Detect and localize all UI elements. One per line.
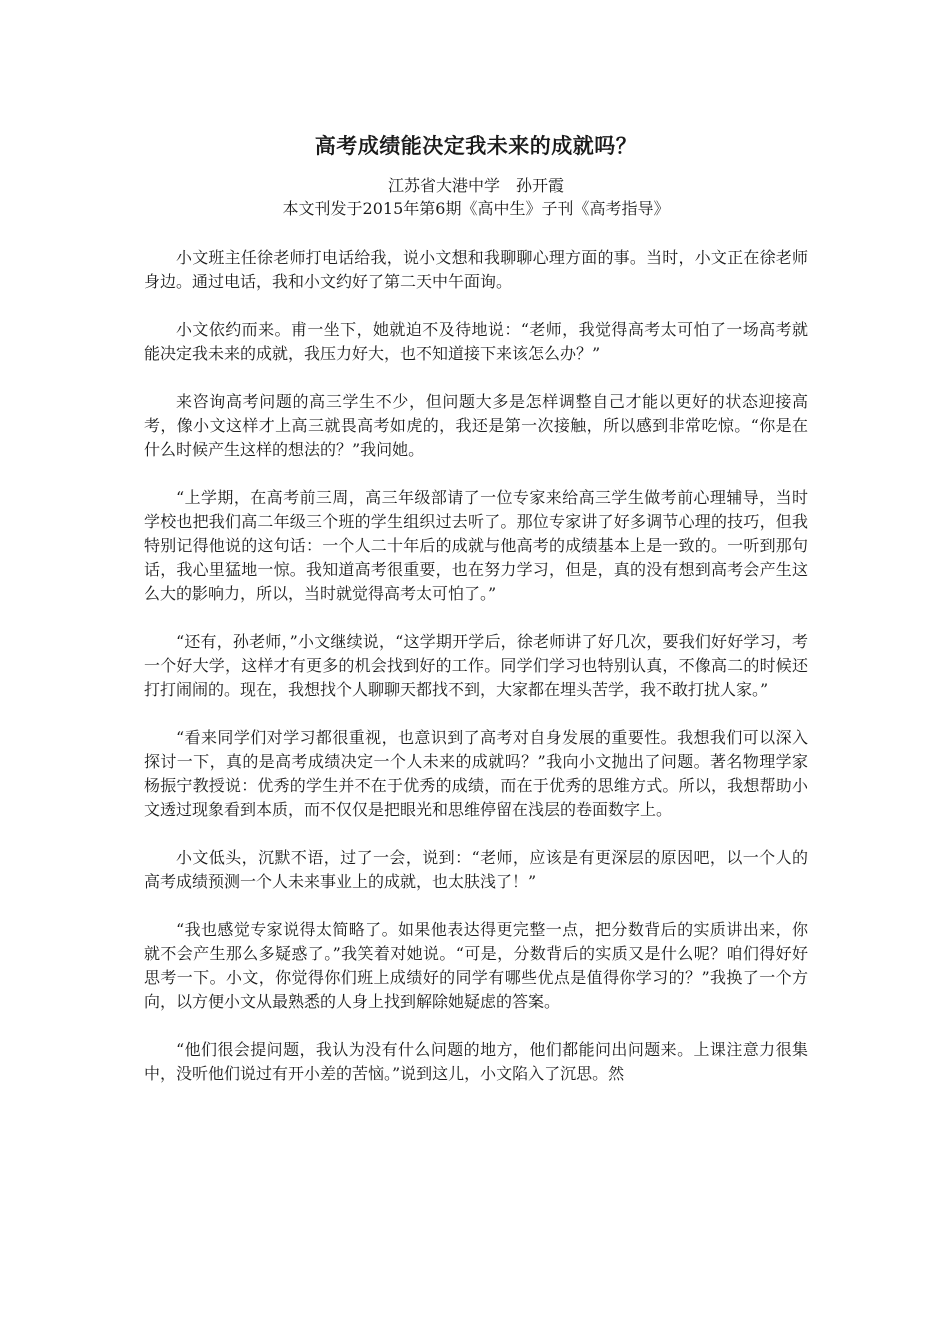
paragraph: “看来同学们对学习都很重视，也意识到了高考对自身发展的重要性。我想我们可以深入探讨一下，真的是高考成绩决定一个人未来的成就吗？”我向小文抛出了问题。著名物理学家杨振宁教授说：优秀的学生并不在于优秀的成绩，而在于优秀的思维方式。所以，我想帮助小文透过现象看到本质，而不仅仅是把眼光和思维停留在浅层的卷面数字上。 [144, 728, 808, 819]
paragraph: 来咨询高考问题的高三学生不少，但问题大多是怎样调整自己才能以更好的状态迎接高考，像小文这样才上高三就畏高考如虎的，我还是第一次接触，所以感到非常吃惊。“你是在什么时候产生这样的想法的？”我问她。 [144, 392, 808, 459]
paragraph: “我也感觉专家说得太简略了。如果他表达得更完整一点，把分数背后的实质讲出来，你就不会产生那么多疑惑了。”我笑着对她说。“可是，分数背后的实质又是什么呢？咱们得好好思考一下。小文，你觉得你们班上成绩好的同学有哪些优点是值得你学习的？”我换了一个方向，以方便小文从最熟悉的人身上找到解除她疑虑的答案。 [144, 920, 808, 1011]
paragraph: 小文班主任徐老师打电话给我，说小文想和我聊聊心理方面的事。当时，小文正在徐老师身边。通过电话，我和小文约好了第二天中午面询。 [144, 248, 808, 291]
paragraph: “还有，孙老师，”小文继续说，“这学期开学后，徐老师讲了好几次，要我们好好学习，考一个好大学，这样才有更多的机会找到好的工作。同学们学习也特别认真，不像高二的时候还打打闹闹的。现在，我想找个人聊聊天都找不到，大家都在埋头苦学，我不敢打扰人家。” [144, 632, 808, 699]
paragraph: “他们很会提问题，我认为没有什么问题的地方，他们都能问出问题来。上课注意力很集中，没听他们说过有开小差的苦恼。”说到这儿，小文陷入了沉思。然 [144, 1040, 808, 1083]
paragraph: 小文低头，沉默不语，过了一会，说到：“老师，应该是有更深层的原因吧，以一个人的高考成绩预测一个人未来事业上的成就，也太肤浅了！” [144, 848, 808, 891]
paragraph: “上学期，在高考前三周，高三年级部请了一位专家来给高三学生做考前心理辅导，当时学校也把我们高二年级三个班的学生组织过去听了。那位专家讲了好多调节心理的技巧，但我特别记得他说的这句话：一个人二十年后的成就与他高考的成绩基本上是一致的。一听到那句话，我心里猛地一惊。我知道高考很重要，也在努力学习，但是，真的没有想到高考会产生这么大的影响力，所以，当时就觉得高考太可怕了。” [144, 488, 808, 603]
author-byline: 江苏省大港中学 孙开霞 [387, 176, 564, 195]
article-title: 高考成绩能决定我未来的成就吗？ [314, 134, 638, 158]
document-page [144, 130, 808, 1086]
publication-source: 本文刊发于2015年第6期《高中生》子刊《高考指导》 [282, 199, 670, 218]
paragraph: 小文依约而来。甫一坐下，她就迫不及待地说：“老师，我觉得高考太可怕了一场高考就能决定我未来的成就，我压力好大，也不知道接下来该怎么办？” [144, 320, 808, 363]
